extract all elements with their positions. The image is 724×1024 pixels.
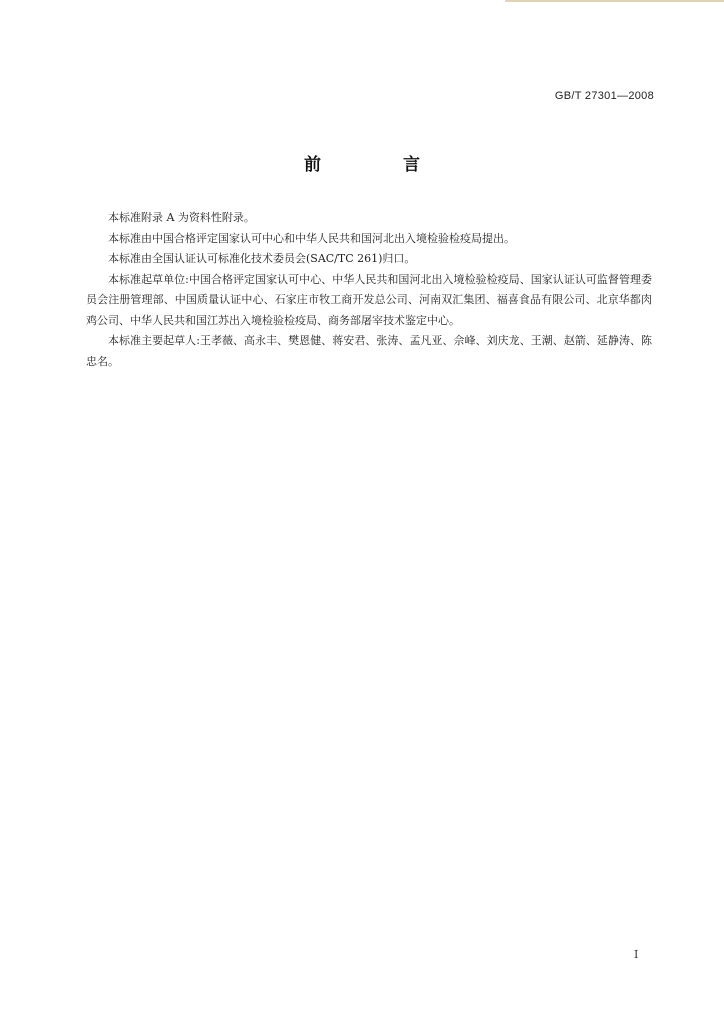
standard-code: GB/T 27301—2008 xyxy=(554,90,654,102)
page-title: 前 言 xyxy=(304,155,458,175)
paragraph-proposer: 本标准由中国合格评定国家认可中心和中华人民共和国河北出入境检验检疫局提出。 xyxy=(108,231,515,245)
paragraph-drafters: 本标准主要起草人:王孝薇、高永丰、樊恩健、蒋安君、张涛、孟凡亚、佘峰、刘庆龙、王潮、赵箭、延静涛、陈忠名。 xyxy=(86,334,652,368)
foreword-body xyxy=(86,208,652,372)
paragraph-appendix-note: 本标准附录 A 为资料性附录。 xyxy=(108,211,255,224)
page-number: I xyxy=(634,948,639,961)
paragraph-responsible-committee: 本标准由全国认证认可标准化技术委员会(SAC/TC 261)归口。 xyxy=(108,252,416,265)
paragraph-drafting-units: 本标准起草单位:中国合格评定国家认可中心、中华人民共和国河北出入境检验检疫局、国家认证认可监督管理委员会注册管理部、中国质量认证中心、石家庄市牧工商开发总公司、河南双汇集团、福喜食品有限公司、北京华都肉鸡公司、中华人民共和国江苏出入境检验检疫局、商务部屠宰技术鉴定中心。 xyxy=(86,272,652,327)
scan-edge-mark xyxy=(505,0,724,2)
